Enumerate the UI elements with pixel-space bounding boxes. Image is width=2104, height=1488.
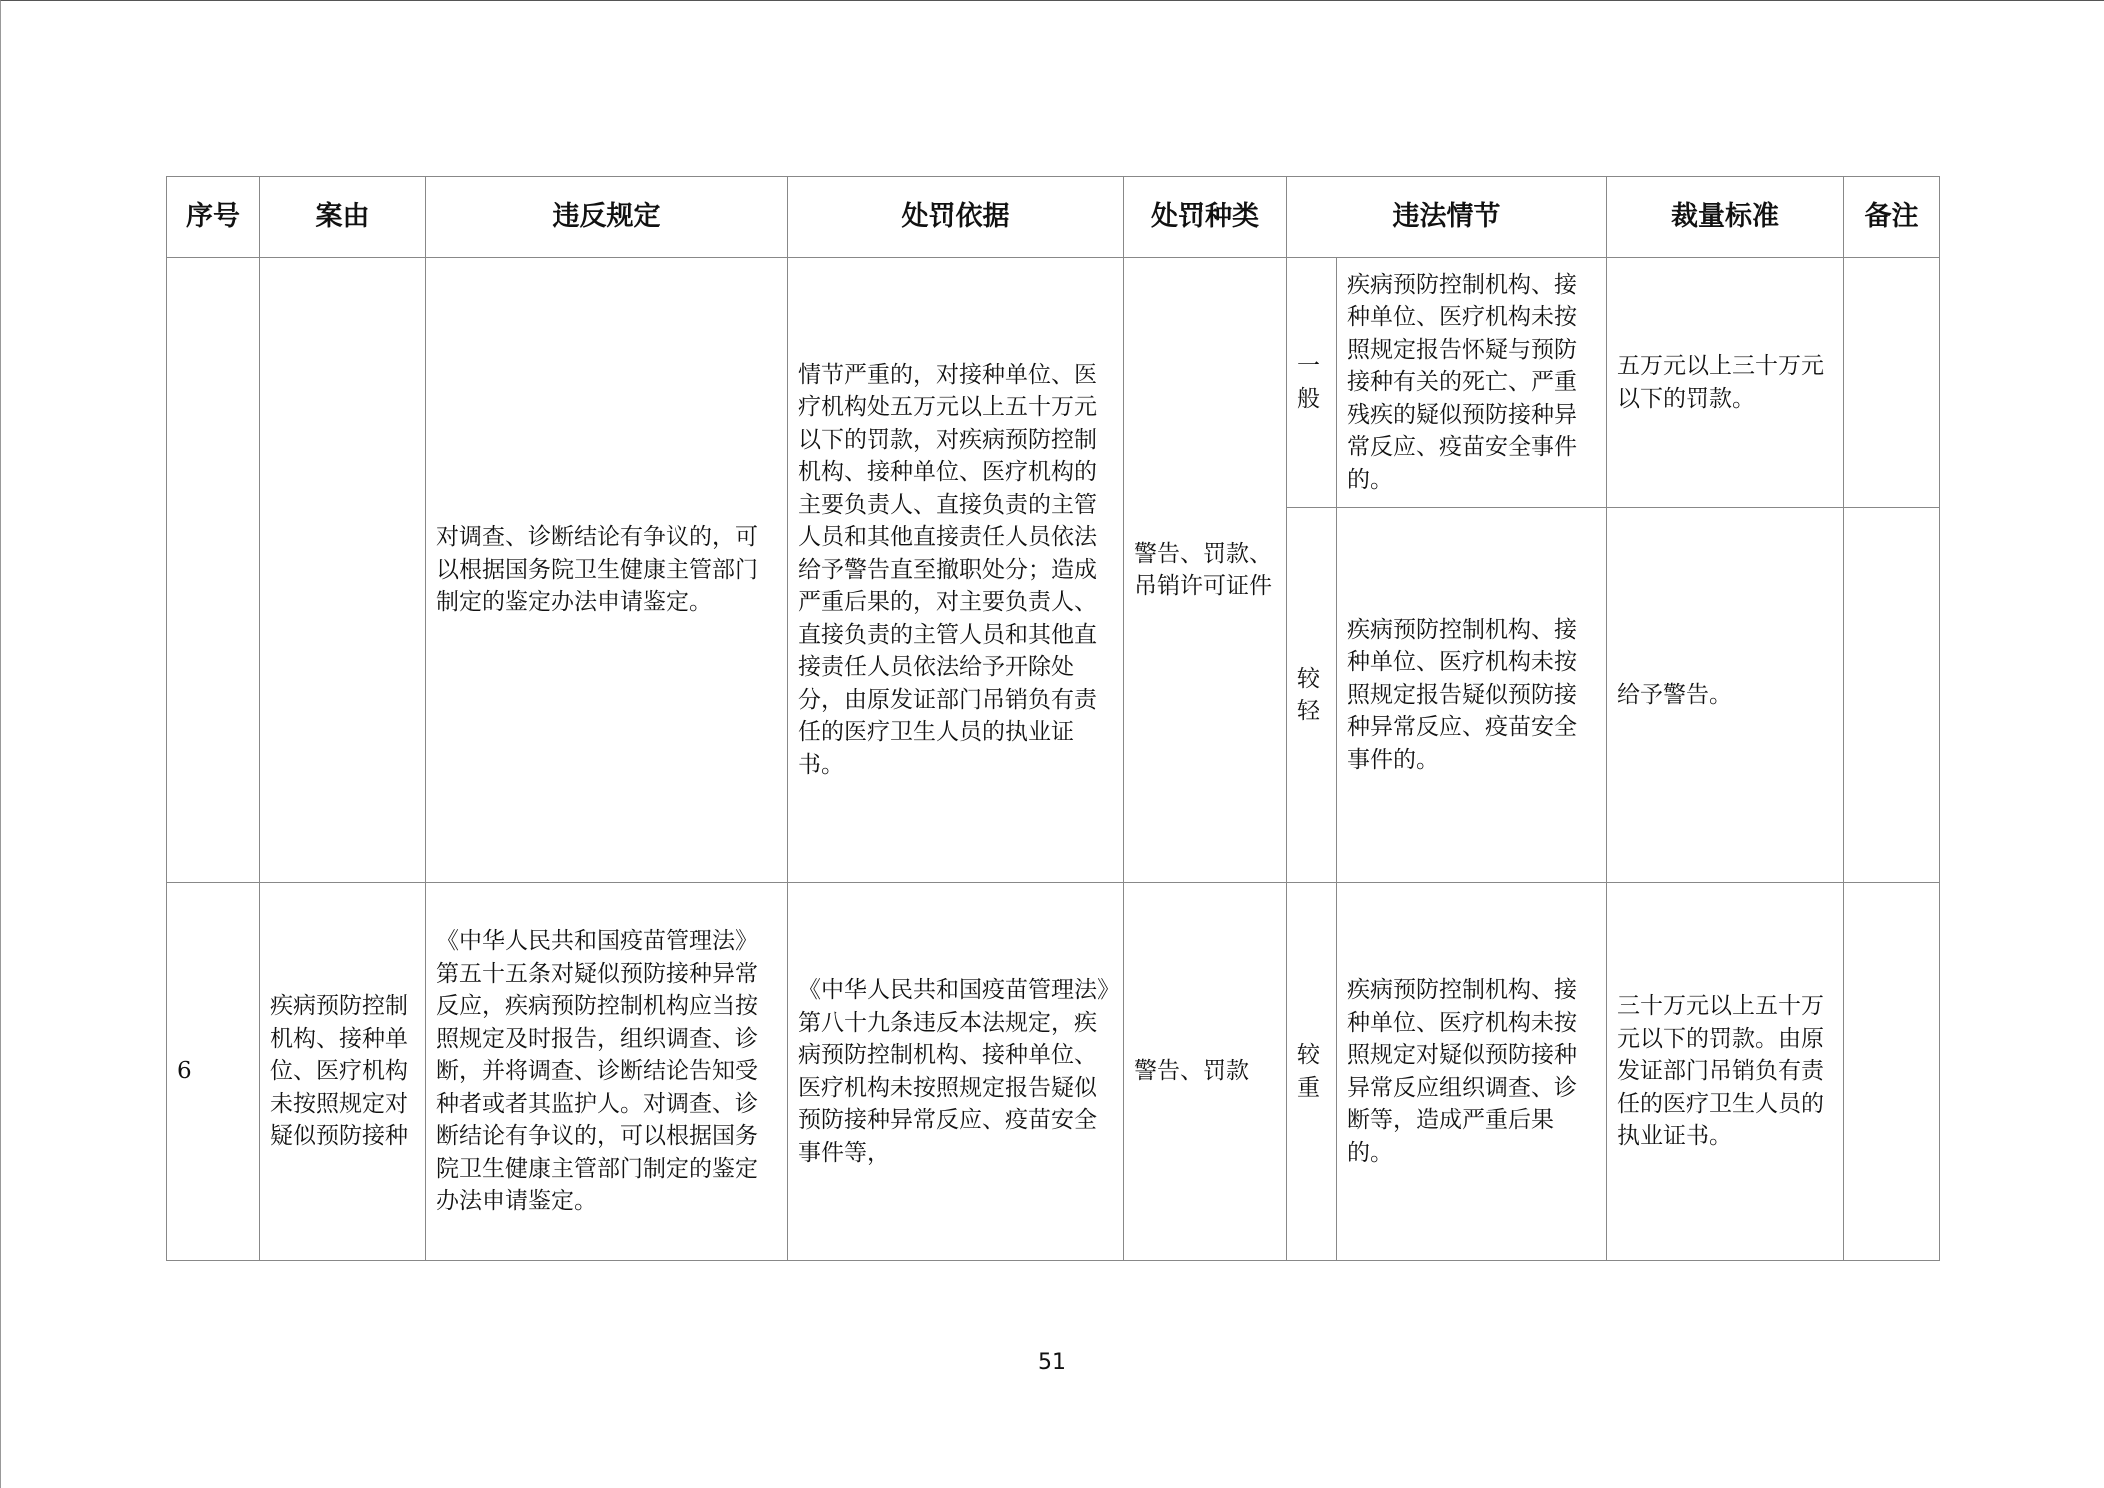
table-row [167,883,1940,1261]
penalty-type-cell: 警告、罚款 [1124,883,1287,1261]
circumstance-description-cell: 疾病预防控制机构、接种单位、医疗机构未按照规定报告疑似预防接种异常反应、疫苗安全事件的。 [1337,508,1607,883]
header-serial: 序号 [167,177,260,258]
header-standard: 裁量标准 [1607,177,1844,258]
violated-rule-cell: 《中华人民共和国疫苗管理法》第五十五条对疑似预防接种异常反应，疾病预防控制机构应当按照规定及时报告，组织调查、诊断，并将调查、诊断结论告知受种者或者其监护人。对调查、诊断结论有争议的，可以根据国务院卫生健康主管部门制定的鉴定办法申请鉴定。 [426,883,788,1261]
penalty-discretion-table [166,176,1940,1261]
header-penalty-basis: 处罚依据 [788,177,1124,258]
standard-cell: 五万元以上三十万元以下的罚款。 [1607,258,1844,508]
penalty-basis-cell: 《中华人民共和国疫苗管理法》第八十九条违反本法规定，疾病预防控制机构、接种单位、医疗机构未按照规定报告疑似预防接种异常反应、疫苗安全事件等， [788,883,1124,1261]
header-violated-rule: 违反规定 [426,177,788,258]
remarks-cell [1844,883,1940,1261]
penalty-type-cell: 警告、罚款、吊销许可证件 [1124,258,1287,883]
circumstance-level-cell: 一般 [1287,258,1337,508]
serial-cell [167,258,260,883]
header-row [167,177,1940,258]
circumstance-description-cell: 疾病预防控制机构、接种单位、医疗机构未按照规定对疑似预防接种异常反应组织调查、诊断等，造成严重后果的。 [1337,883,1607,1261]
table-row [167,258,1940,508]
serial-cell: 6 [167,883,260,1261]
circumstance-level-cell: 较重 [1287,883,1337,1261]
cause-cell [260,258,426,883]
remarks-cell [1844,508,1940,883]
header-cause: 案由 [260,177,426,258]
header-remarks: 备注 [1844,177,1940,258]
header-circumstances: 违法情节 [1287,177,1607,258]
circumstance-level-cell: 较轻 [1287,508,1337,883]
violated-rule-cell: 对调查、诊断结论有争议的，可以根据国务院卫生健康主管部门制定的鉴定办法申请鉴定。 [426,258,788,883]
header-penalty-type: 处罚种类 [1124,177,1287,258]
remarks-cell [1844,258,1940,508]
page-number: 51 [1038,1350,1066,1375]
standard-cell: 给予警告。 [1607,508,1844,883]
circumstance-description-cell: 疾病预防控制机构、接种单位、医疗机构未按照规定报告怀疑与预防接种有关的死亡、严重残疾的疑似预防接种异常反应、疫苗安全事件的。 [1337,258,1607,508]
cause-cell: 疾病预防控制机构、接种单位、医疗机构未按照规定对疑似预防接种 [260,883,426,1261]
penalty-basis-cell: 情节严重的，对接种单位、医疗机构处五万元以上五十万元以下的罚款，对疾病预防控制机构、接种单位、医疗机构的主要负责人、直接负责的主管人员和其他直接责任人员依法给予警告直至撤职处分；造成严重后果的，对主要负责人、直接负责的主管人员和其他直接责任人员依法给予开除处分，由原发证部门吊销负有责任的医疗卫生人员的执业证书。 [788,258,1124,883]
standard-cell: 三十万元以上五十万元以下的罚款。由原发证部门吊销负有责任的医疗卫生人员的执业证书。 [1607,883,1844,1261]
